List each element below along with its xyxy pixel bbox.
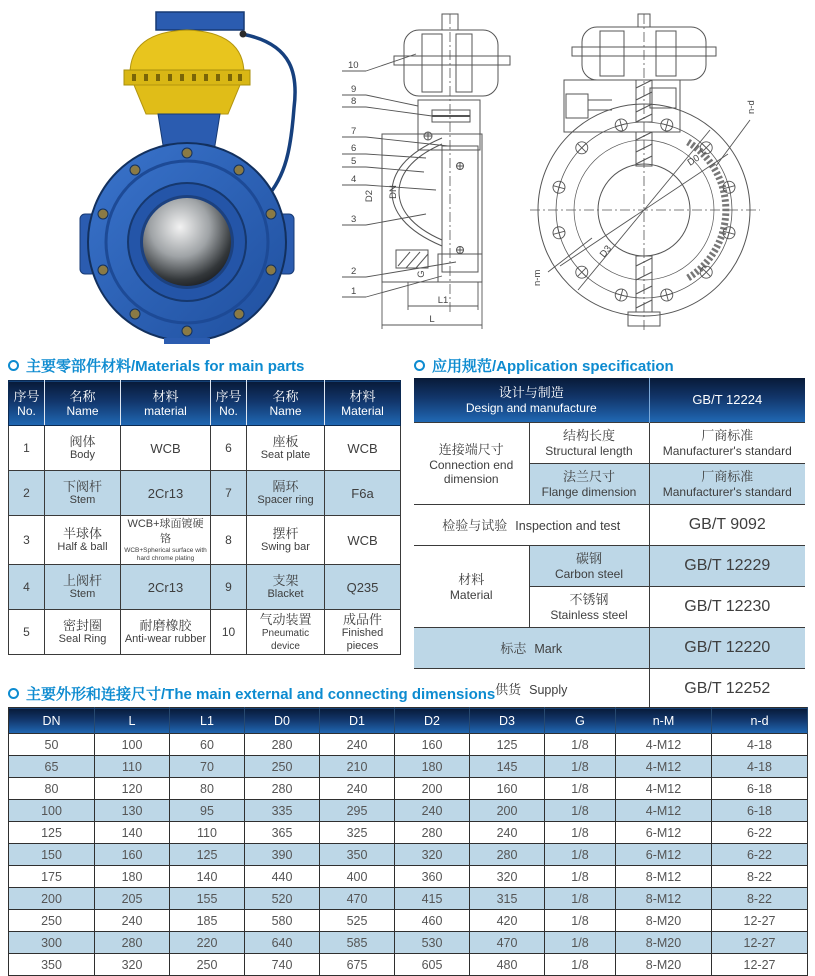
dim-row — [9, 866, 808, 888]
carbon-steel-cell: 碳钢 Carbon steel — [529, 546, 649, 587]
dimensions-header-row — [9, 708, 808, 734]
dim-cell: 6-18 — [712, 800, 808, 822]
dim-cell: 530 — [395, 932, 470, 954]
dim-cell: 8-M12 — [616, 866, 712, 888]
col-no-right: 序号 No. — [211, 381, 247, 426]
dim-cell: 220 — [170, 932, 245, 954]
dim-row — [9, 734, 808, 756]
col-no-left: 序号 No. — [9, 381, 45, 426]
dim-cell: 675 — [320, 954, 395, 976]
dim-cell: 110 — [170, 822, 245, 844]
inspection-cell: 检验与试验 Inspection and test — [414, 505, 649, 546]
materials-row — [9, 565, 401, 610]
svg-text:6: 6 — [351, 143, 357, 154]
dim-cell: 8-M20 — [616, 910, 712, 932]
svg-text:2: 2 — [351, 266, 357, 277]
flange-standard-cell: 厂商标准 Manufacturer's standard — [649, 464, 805, 505]
dim-cell: 8-M20 — [616, 954, 712, 976]
dim-cell: 295 — [320, 800, 395, 822]
part-no-cell: 8 — [211, 516, 247, 565]
dim-cell: 420 — [470, 910, 545, 932]
app-header-row — [414, 378, 805, 423]
dim-cell: 6-M12 — [616, 822, 712, 844]
dim-cell: 365 — [245, 822, 320, 844]
part-no-cell: 1 — [9, 426, 45, 471]
dim-cell: 4-18 — [712, 734, 808, 756]
part-material-cell: 2Cr13 — [121, 471, 211, 516]
front-view-drawing — [520, 14, 812, 334]
material-group-cell: 材料 Material — [414, 546, 529, 628]
materials-row — [9, 471, 401, 516]
bottom-tab — [164, 338, 210, 344]
dim-column-header: G — [545, 708, 616, 734]
svg-text:8: 8 — [351, 96, 357, 107]
dim-cell: 480 — [470, 954, 545, 976]
dim-cell: 250 — [170, 954, 245, 976]
gbt-12224-cell: GB/T 12224 — [649, 378, 805, 423]
structural-standard-cell: 厂商标准 Manufacturer's standard — [649, 423, 805, 464]
part-material-cell: 2Cr13 — [121, 565, 211, 610]
dim-cell: 4-18 — [712, 756, 808, 778]
dim-cell: 8-M20 — [616, 932, 712, 954]
dim-cell: 280 — [245, 734, 320, 756]
dim-cell: 4-M12 — [616, 778, 712, 800]
materials-section-heading — [8, 355, 304, 376]
dim-cell: 8-22 — [712, 866, 808, 888]
dim-cell: 1/8 — [545, 756, 616, 778]
materials-table — [8, 380, 401, 655]
dim-column-header: D1 — [320, 708, 395, 734]
part-numbers — [348, 60, 359, 297]
inspection-standard-cell: GB/T 9092 — [649, 505, 805, 546]
dim-cell: 50 — [9, 734, 95, 756]
dim-column-header: L — [95, 708, 170, 734]
svg-text:n-d: n-d — [746, 100, 757, 114]
bullet-icon — [8, 688, 19, 699]
stainless-steel-cell: 不锈钢 Stainless steel — [529, 587, 649, 628]
dim-cell: 12-27 — [712, 932, 808, 954]
part-no-cell: 10 — [211, 610, 247, 655]
svg-text:L1: L1 — [437, 295, 449, 306]
dim-cell: 185 — [170, 910, 245, 932]
svg-text:DN: DN — [388, 185, 399, 199]
dimensions-title: 主要外形和连接尺寸/The main external and connecting dimensions — [26, 686, 496, 703]
svg-text:G: G — [416, 270, 427, 278]
part-material-cell: WCB+球面镀硬铬 WCB+Spherical surface with hard chrome plating — [121, 516, 211, 565]
dim-cell: 360 — [395, 866, 470, 888]
dim-cell: 1/8 — [545, 844, 616, 866]
dim-row — [9, 822, 808, 844]
dim-cell: 320 — [470, 866, 545, 888]
dim-cell: 240 — [395, 800, 470, 822]
dim-cell: 525 — [320, 910, 395, 932]
col-name-right: 名称 Name — [247, 381, 325, 426]
dim-cell: 350 — [9, 954, 95, 976]
section-drawing — [338, 14, 520, 334]
dim-cell: 320 — [395, 844, 470, 866]
dim-cell: 160 — [395, 734, 470, 756]
dim-cell: 80 — [170, 778, 245, 800]
dim-cell: 100 — [95, 734, 170, 756]
dim-cell: 6-22 — [712, 844, 808, 866]
dim-cell: 605 — [395, 954, 470, 976]
dim-row — [9, 778, 808, 800]
part-material-cell: 耐磨橡胶 Anti-wear rubber — [121, 610, 211, 655]
dim-cell: 240 — [95, 910, 170, 932]
dimensions-table — [8, 707, 808, 976]
dim-row — [9, 800, 808, 822]
part-name-cell: 隔环 Spacer ring — [247, 471, 325, 516]
dim-row — [9, 910, 808, 932]
part-material-cell: Q235 — [325, 565, 401, 610]
dim-cell: 1/8 — [545, 734, 616, 756]
dim-cell: 160 — [95, 844, 170, 866]
dim-cell: 200 — [9, 888, 95, 910]
materials-title: 主要零部件材料/Materials for main parts — [26, 358, 305, 375]
dim-cell: 6-22 — [712, 822, 808, 844]
dim-cell: 1/8 — [545, 954, 616, 976]
svg-text:L: L — [429, 314, 435, 325]
dim-row — [9, 932, 808, 954]
dim-cell: 100 — [9, 800, 95, 822]
dim-cell: 12-27 — [712, 910, 808, 932]
dim-cell: 415 — [395, 888, 470, 910]
dim-cell: 325 — [320, 822, 395, 844]
dim-cell: 125 — [9, 822, 95, 844]
dim-row — [9, 844, 808, 866]
dim-cell: 520 — [245, 888, 320, 910]
svg-text:5: 5 — [351, 156, 357, 167]
dim-column-header: D3 — [470, 708, 545, 734]
part-no-cell: 7 — [211, 471, 247, 516]
dim-cell: 4-M12 — [616, 800, 712, 822]
hose-fitting — [240, 31, 247, 38]
application-table — [414, 378, 805, 710]
dim-cell: 240 — [320, 778, 395, 800]
dim-cell: 140 — [95, 822, 170, 844]
dim-cell: 280 — [470, 844, 545, 866]
materials-row — [9, 516, 401, 565]
dim-cell: 580 — [245, 910, 320, 932]
dim-cell: 470 — [320, 888, 395, 910]
dim-cell: 175 — [9, 866, 95, 888]
dim-cell: 180 — [95, 866, 170, 888]
col-material-left: 材料 material — [121, 381, 211, 426]
connection-end-cell: 连接端尺寸 Connection end dimension — [414, 423, 529, 505]
structural-length-row — [414, 423, 805, 464]
part-leader-lines — [342, 54, 456, 297]
dim-cell: 4-M12 — [616, 734, 712, 756]
dim-cell: 160 — [470, 778, 545, 800]
svg-text:3: 3 — [351, 214, 357, 225]
svg-text:n-m: n-m — [532, 269, 543, 286]
svg-text:1: 1 — [351, 286, 357, 297]
part-name-cell: 支架 Blacket — [247, 565, 325, 610]
part-material-cell: 成品件 Finished pieces — [325, 610, 401, 655]
part-name-cell: 上阀杆 Stem — [45, 565, 121, 610]
dim-cell: 210 — [320, 756, 395, 778]
materials-header-row — [9, 381, 401, 426]
dim-cell: 240 — [470, 822, 545, 844]
dim-cell: 1/8 — [545, 910, 616, 932]
svg-text:4: 4 — [351, 174, 357, 185]
dim-cell: 460 — [395, 910, 470, 932]
dim-cell: 250 — [9, 910, 95, 932]
dim-cell: 140 — [170, 866, 245, 888]
dim-row — [9, 888, 808, 910]
dim-column-header: n-M — [616, 708, 712, 734]
application-title: 应用规范/Application specification — [432, 358, 674, 375]
dim-cell: 1/8 — [545, 866, 616, 888]
dim-cell: 8-M12 — [616, 888, 712, 910]
part-no-cell: 5 — [9, 610, 45, 655]
dim-column-header: D0 — [245, 708, 320, 734]
dim-cell: 60 — [170, 734, 245, 756]
part-name-cell: 气动装置 Pneumatic device — [247, 610, 325, 655]
dim-cell: 180 — [395, 756, 470, 778]
part-name-cell: 摆杆 Swing bar — [247, 516, 325, 565]
dim-cell: 205 — [95, 888, 170, 910]
supply-standard-cell: GB/T 12252 — [649, 669, 805, 710]
part-no-cell: 9 — [211, 565, 247, 610]
carbon-standard-cell: GB/T 12229 — [649, 546, 805, 587]
dimension-labels — [364, 185, 448, 325]
mark-row — [414, 628, 805, 669]
supply-cell: 供货 Supply — [414, 669, 649, 710]
dim-row — [9, 756, 808, 778]
dim-row — [9, 954, 808, 976]
dim-cell: 470 — [470, 932, 545, 954]
pneumatic-actuator — [124, 30, 250, 114]
part-no-cell: 6 — [211, 426, 247, 471]
dim-cell: 65 — [9, 756, 95, 778]
dim-cell: 95 — [170, 800, 245, 822]
part-no-cell: 2 — [9, 471, 45, 516]
dim-cell: 200 — [470, 800, 545, 822]
part-name-cell: 密封圈 Seal Ring — [45, 610, 121, 655]
dim-cell: 120 — [95, 778, 170, 800]
dim-cell: 390 — [245, 844, 320, 866]
dim-cell: 125 — [470, 734, 545, 756]
svg-text:10: 10 — [348, 60, 359, 71]
svg-text:D0: D0 — [685, 152, 702, 169]
dim-cell: 740 — [245, 954, 320, 976]
mark-cell: 标志 Mark — [414, 628, 649, 669]
dim-cell: 640 — [245, 932, 320, 954]
flange-dimension-cell: 法兰尺寸 Flange dimension — [529, 464, 649, 505]
part-name-cell: 下阀杆 Stem — [45, 471, 121, 516]
svg-text:D2: D2 — [364, 189, 375, 203]
dim-cell: 70 — [170, 756, 245, 778]
dim-cell: 400 — [320, 866, 395, 888]
svg-text:9: 9 — [351, 84, 357, 95]
stainless-standard-cell: GB/T 12230 — [649, 587, 805, 628]
part-name-cell: 半球体 Half & ball — [45, 516, 121, 565]
dim-cell: 130 — [95, 800, 170, 822]
dim-cell: 320 — [95, 954, 170, 976]
inspection-row — [414, 505, 805, 546]
dim-cell: 335 — [245, 800, 320, 822]
dim-cell: 315 — [470, 888, 545, 910]
part-name-cell: 座板 Seat plate — [247, 426, 325, 471]
dim-column-header: L1 — [170, 708, 245, 734]
materials-row — [9, 610, 401, 655]
part-material-cell: WCB — [325, 426, 401, 471]
dim-cell: 150 — [9, 844, 95, 866]
dim-cell: 6-18 — [712, 778, 808, 800]
part-name-cell: 阀体 Body — [45, 426, 121, 471]
dim-cell: 350 — [320, 844, 395, 866]
dim-column-header: D2 — [395, 708, 470, 734]
dim-cell: 6-M12 — [616, 844, 712, 866]
dim-cell: 1/8 — [545, 888, 616, 910]
dim-cell: 110 — [95, 756, 170, 778]
bullet-icon — [8, 360, 19, 371]
dim-cell: 155 — [170, 888, 245, 910]
dim-cell: 280 — [95, 932, 170, 954]
part-no-cell: 3 — [9, 516, 45, 565]
dimensions-section-heading — [8, 683, 495, 704]
dim-cell: 8-22 — [712, 888, 808, 910]
dim-cell: 1/8 — [545, 778, 616, 800]
dim-cell: 250 — [245, 756, 320, 778]
dim-cell: 80 — [9, 778, 95, 800]
part-material-cell: WCB — [121, 426, 211, 471]
mark-standard-cell: GB/T 12220 — [649, 628, 805, 669]
svg-text:7: 7 — [351, 126, 357, 137]
col-material-right: 材料 Material — [325, 381, 401, 426]
dim-cell: 1/8 — [545, 822, 616, 844]
svg-text:D3: D3 — [597, 243, 614, 260]
dim-column-header: n-d — [712, 708, 808, 734]
structural-length-cell: 结构长度 Structural length — [529, 423, 649, 464]
dim-column-header: DN — [9, 708, 95, 734]
dim-cell: 4-M12 — [616, 756, 712, 778]
dim-cell: 1/8 — [545, 932, 616, 954]
part-no-cell: 4 — [9, 565, 45, 610]
dim-cell: 12-27 — [712, 954, 808, 976]
dim-cell: 300 — [9, 932, 95, 954]
carbon-steel-row — [414, 546, 805, 587]
hemisphere-ball — [143, 198, 231, 286]
dim-cell: 280 — [245, 778, 320, 800]
application-section-heading — [414, 355, 674, 376]
col-name-left: 名称 Name — [45, 381, 121, 426]
dim-cell: 200 — [395, 778, 470, 800]
design-manufacture-cell: 设计与制造 Design and manufacture — [414, 378, 649, 423]
part-material-cell: F6a — [325, 471, 401, 516]
valve-body — [80, 143, 294, 341]
dim-cell: 280 — [395, 822, 470, 844]
product-photo — [80, 12, 342, 344]
dim-cell: 240 — [320, 734, 395, 756]
bullet-icon — [414, 360, 425, 371]
materials-row — [9, 426, 401, 471]
part-material-cell: WCB — [325, 516, 401, 565]
dim-cell: 440 — [245, 866, 320, 888]
dim-cell: 1/8 — [545, 800, 616, 822]
dim-cell: 125 — [170, 844, 245, 866]
dim-cell: 145 — [470, 756, 545, 778]
dim-cell: 585 — [320, 932, 395, 954]
actuator-top-plate — [156, 12, 244, 30]
